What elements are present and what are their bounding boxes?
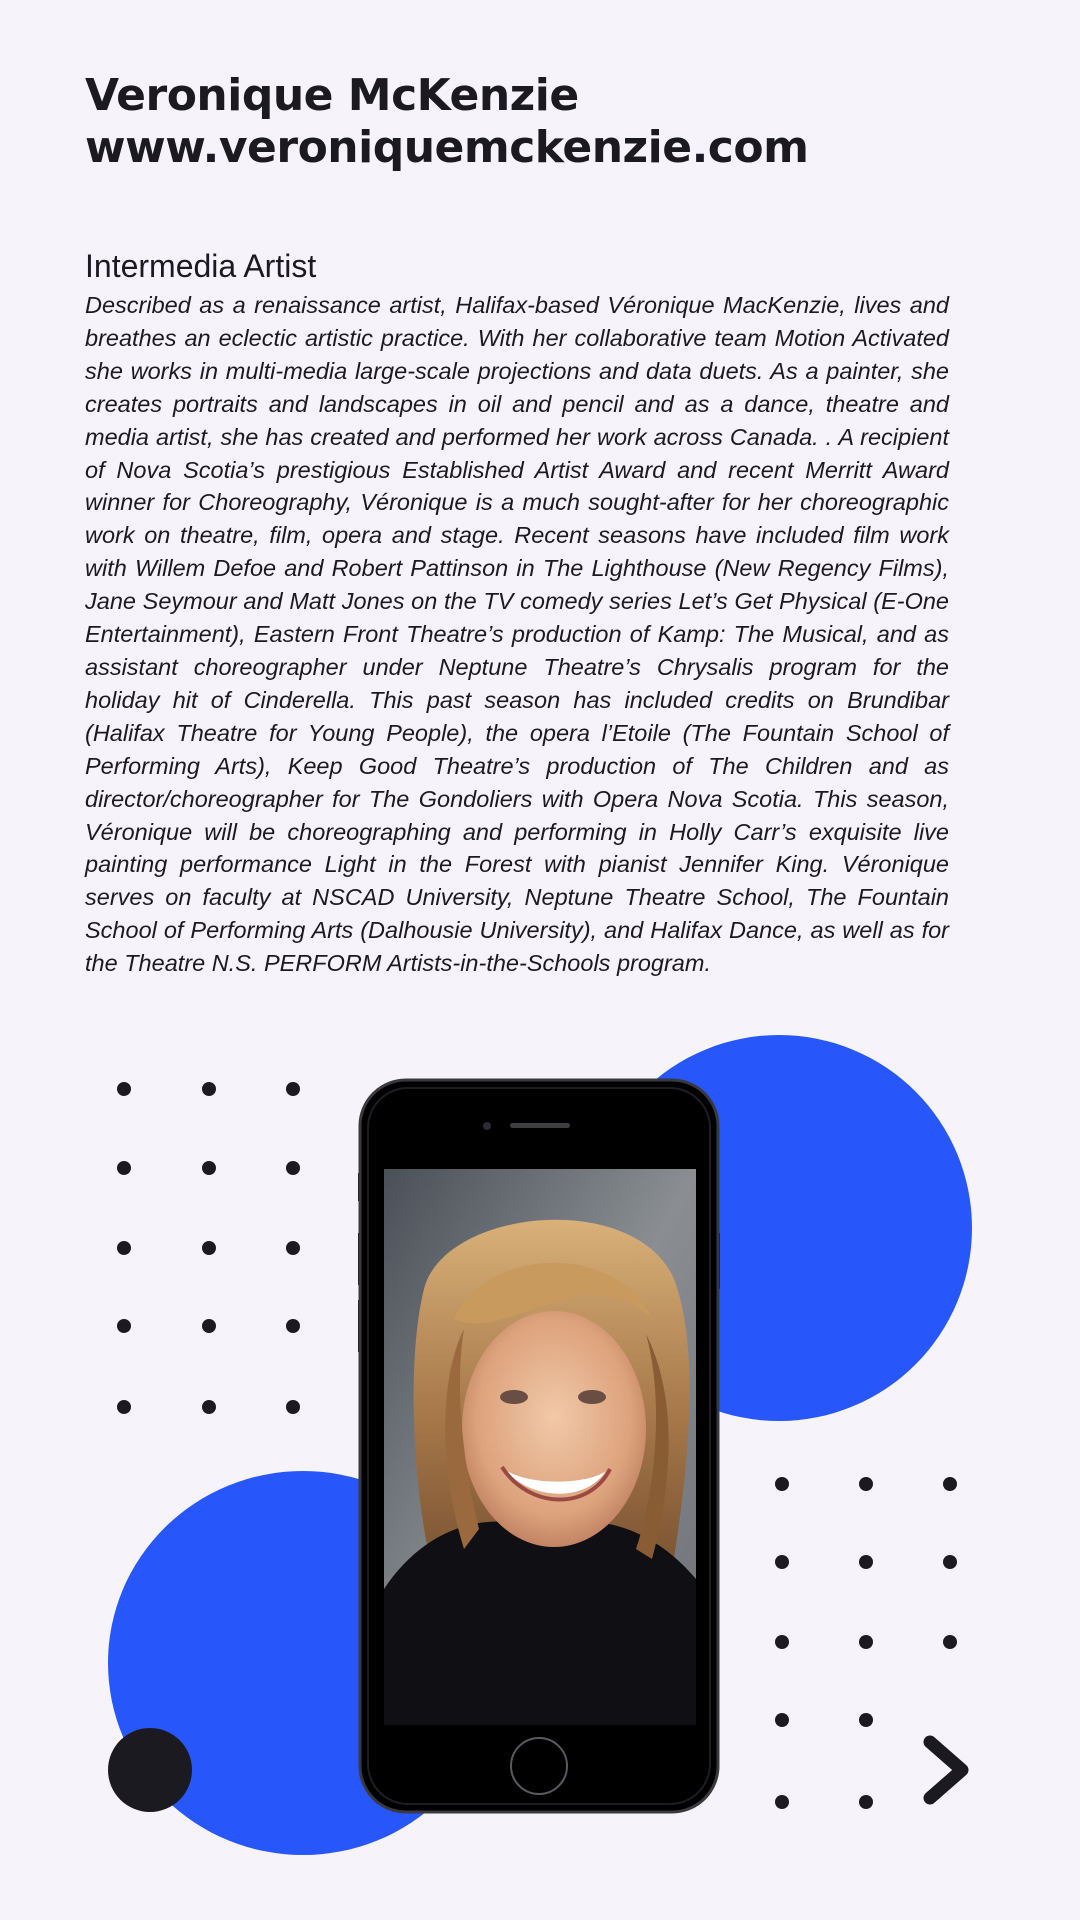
page-title xyxy=(85,70,1045,174)
portrait-photo xyxy=(384,1169,696,1725)
website-url[interactable]: www.veroniquemckenzie.com xyxy=(85,122,809,173)
dot-grid-top-left xyxy=(108,1078,308,1418)
artist-name: Veronique McKenzie xyxy=(85,70,579,121)
biography-text: Described as a renaissance artist, Halifax-based Véronique MacKenzie, lives and breathes an eclectic artistic practice. With her collaborative team Motion Activated she works in multi-media large-scale projections and data duets. As a painter, she creates portraits and landscapes in oil and pencil and as a dance, theatre and media artist, she has created and performed her work across Canada. . A recipient of Nova Scotia’s prestigious Established Artist Award and recent Merritt Award winner for Choreography, Véronique is a much sought-after for her choreographic work on theatre, film, opera and stage. Recent seasons have included film work with Willem Defoe and Robert Pattinson in The Lighthouse (New Regency Films), Jane Seymour and Matt Jones on the TV comedy series Let’s Get Physical (E-One Entertainment), Eastern Front Theatre’s production of Kamp: The Musical, and as assistant choreographer under Neptune Theatre’s Chrysalis program for the holiday hit of Cinderella. This past season has included credits on Brundibar (Halifax Theatre for Young People), the opera l’Etoile (The Fountain School of Performing Arts), Keep Good Theatre’s production of The Children and as director/choreographer for The Gondoliers with Opera Nova Scotia. This season, Véronique will be choreographing and performing in Holly Carr’s exquisite live painting performance Light in the Forest with pianist Jennifer King. Véronique serves on faculty at NSCAD University, Neptune Theatre School, The Fountain School of Performing Arts (Dalhousie University), and Halifax Dance, as well as for the Theatre N.S. PERFORM Artists-in-the-Schools program. xyxy=(85,292,949,977)
next-button[interactable] xyxy=(918,1734,976,1806)
decorative-dark-circle-button[interactable] xyxy=(108,1728,192,1812)
chevron-right-icon xyxy=(918,1734,976,1806)
role-heading: Intermedia Artist xyxy=(85,248,317,284)
phone-mockup xyxy=(358,1078,720,1814)
